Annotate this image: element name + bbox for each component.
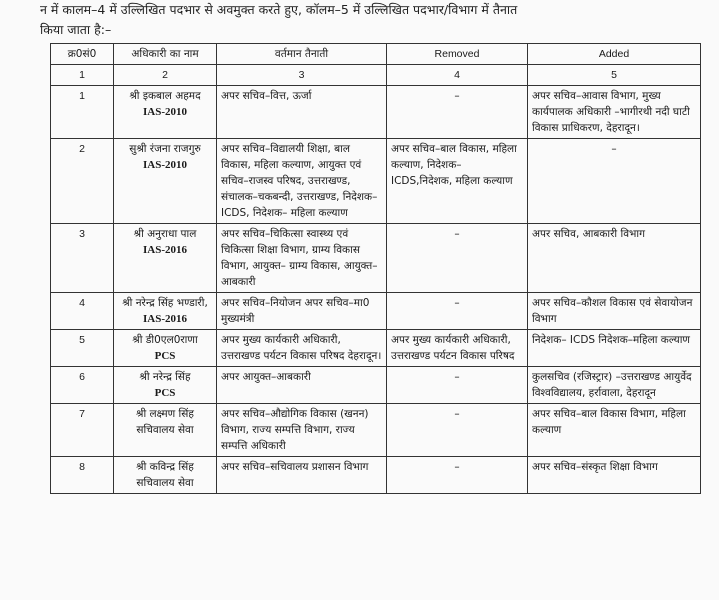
officer-service: IAS-2010 <box>142 159 187 171</box>
row-current-posting: अपर आयुक्त–आबकारी <box>217 367 387 404</box>
row-sno: 2 <box>51 139 114 224</box>
row-sno: 7 <box>51 404 114 457</box>
row-officer <box>114 224 217 293</box>
table-row <box>51 86 701 139</box>
officer-name: श्री इकबाल अहमद <box>129 90 201 102</box>
table-row <box>51 367 701 404</box>
row-added: निदेशक– ICDS निदेशक–महिला कल्याण <box>528 330 701 367</box>
officer-name: श्री अनुराधा पाल <box>133 228 197 240</box>
header-col-number: 1 <box>51 65 114 86</box>
table-row <box>51 139 701 224</box>
row-removed: अपर मुख्य कार्यकारी अधिकारी, उत्तराखण्ड पर्यटन विकास परिषद <box>387 330 528 367</box>
row-officer <box>114 404 217 457</box>
row-sno: 6 <box>51 367 114 404</box>
row-sno: 5 <box>51 330 114 367</box>
row-officer <box>114 139 217 224</box>
intro-line-1: न में कालम–4 में उल्लिखित पदभार से अवमुक्त करते हुए, कॉलम–5 में उल्लिखित पदभार/विभाग में तैनात <box>40 2 518 17</box>
row-added: अपर सचिव–बाल विकास विभाग, महिला कल्याण <box>528 404 701 457</box>
officer-service: IAS-2016 <box>142 313 187 325</box>
officer-name: श्री कविन्द्र सिंह <box>136 461 194 473</box>
header-col-number: 2 <box>114 65 217 86</box>
officer-service: IAS-2010 <box>142 106 187 118</box>
transfer-table <box>50 43 701 494</box>
header-current-posting: वर्तमान तैनाती <box>217 44 387 65</box>
row-sno: 1 <box>51 86 114 139</box>
row-current-posting: अपर सचिव–वित्त, ऊर्जा <box>217 86 387 139</box>
row-current-posting: अपर मुख्य कार्यकारी अधिकारी, उत्तराखण्ड पर्यटन विकास परिषद देहरादून। <box>217 330 387 367</box>
row-added: अपर सचिव, आबकारी विभाग <box>528 224 701 293</box>
header-sno: क्र0सं0 <box>51 44 114 65</box>
table-row <box>51 457 701 494</box>
intro-text <box>40 0 710 40</box>
row-officer <box>114 330 217 367</box>
table-row <box>51 404 701 457</box>
row-removed: – <box>387 404 528 457</box>
header-removed: Removed <box>387 44 528 65</box>
row-removed: – <box>387 224 528 293</box>
officer-service: PCS <box>154 387 176 399</box>
officer-name: श्री नरेन्द्र सिंह भण्डारी, <box>122 297 208 309</box>
row-added: कुलसचिव (रजिस्ट्रार) –उत्तराखण्ड आयुर्वेद विश्वविद्यालय, हर्रावाला, देहरादून <box>528 367 701 404</box>
row-removed: – <box>387 293 528 330</box>
row-removed: अपर सचिव–बाल विकास, महिला कल्याण, निदेशक– ICDS,निदेशक, महिला कल्याण <box>387 139 528 224</box>
row-officer <box>114 367 217 404</box>
officer-service: सचिवालय सेवा <box>136 477 194 489</box>
row-sno: 8 <box>51 457 114 494</box>
intro-line-2: किया जाता है:– <box>40 22 112 37</box>
header-col-number: 4 <box>387 65 528 86</box>
row-officer <box>114 293 217 330</box>
row-removed: – <box>387 367 528 404</box>
row-current-posting: अपर सचिव–चिकित्सा स्वास्थ्य एवं चिकित्सा शिक्षा विभाग, ग्राम्य विकास विभाग, आयुक्त– ग्राम्य विकास, आयुक्त– आबकारी <box>217 224 387 293</box>
officer-name: श्री डी0एल0राणा <box>132 334 198 346</box>
officer-name: सुश्री रंजना राजगुरु <box>129 143 201 155</box>
row-officer <box>114 86 217 139</box>
row-added: – <box>528 139 701 224</box>
officer-name: श्री लक्ष्मण सिंह <box>136 408 194 420</box>
table-row <box>51 330 701 367</box>
table-row <box>51 293 701 330</box>
row-added: अपर सचिव–कौशल विकास एवं सेवायोजन विभाग <box>528 293 701 330</box>
row-officer <box>114 457 217 494</box>
header-row-numbers <box>51 65 701 86</box>
row-sno: 4 <box>51 293 114 330</box>
header-added: Added <box>528 44 701 65</box>
row-current-posting: अपर सचिव–विद्यालयी शिक्षा, बाल विकास, महिला कल्याण, आयुक्त एवं सचिव–राजस्व परिषद, उत्तराखण्ड, संचालक–चकबन्दी, उत्तराखण्ड, निदेशक– ICDS, निदेशक– महिला कल्याण <box>217 139 387 224</box>
header-col-number: 5 <box>528 65 701 86</box>
row-current-posting: अपर सचिव–सचिवालय प्रशासन विभाग <box>217 457 387 494</box>
officer-service: PCS <box>154 350 176 362</box>
row-current-posting: अपर सचिव–औद्योगिक विकास (खनन) विभाग, राज्य सम्पत्ति विभाग, राज्य सम्पत्ति अधिकारी <box>217 404 387 457</box>
row-removed: – <box>387 457 528 494</box>
header-officer-name: अधिकारी का नाम <box>114 44 217 65</box>
header-col-number: 3 <box>217 65 387 86</box>
row-current-posting: अपर सचिव–नियोजन अपर सचिव–मा0 मुख्यमंत्री <box>217 293 387 330</box>
row-added: अपर सचिव–संस्कृत शिक्षा विभाग <box>528 457 701 494</box>
officer-service: IAS-2016 <box>142 244 187 256</box>
row-removed: – <box>387 86 528 139</box>
row-sno: 3 <box>51 224 114 293</box>
row-added: अपर सचिव–आवास विभाग, मुख्य कार्यपालक अधिकारी –भागीरथी नदी घाटी विकास प्राधिकरण, देहरादून। <box>528 86 701 139</box>
officer-name: श्री नरेन्द्र सिंह <box>139 371 191 383</box>
officer-service: सचिवालय सेवा <box>136 424 194 436</box>
table-row <box>51 224 701 293</box>
header-row-hindi <box>51 44 701 65</box>
